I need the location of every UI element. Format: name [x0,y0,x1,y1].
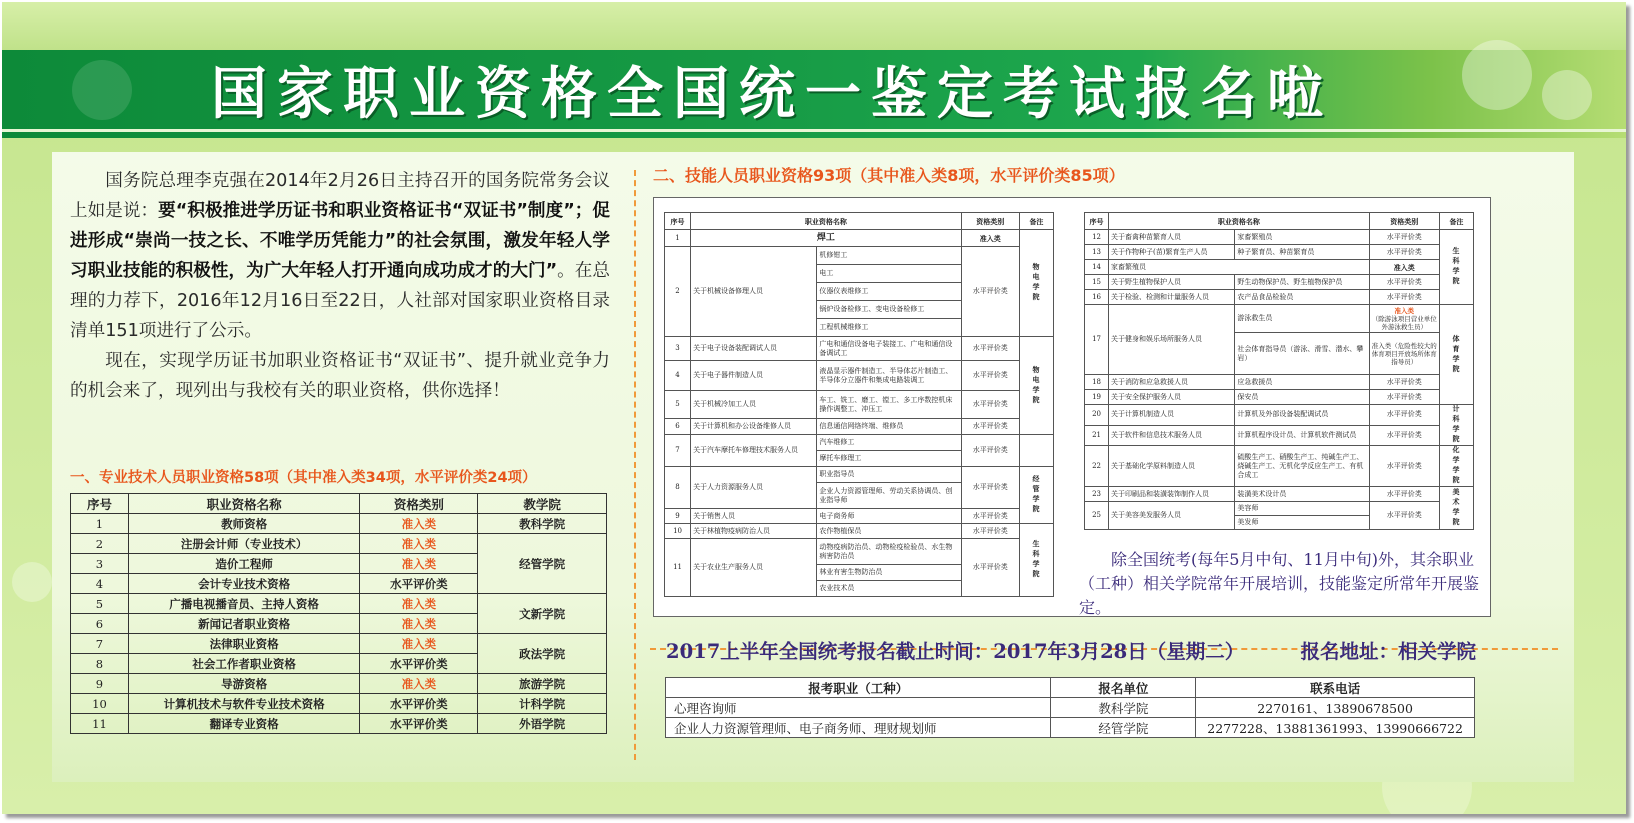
table-row: 工程机械维修工 [665,319,1054,337]
intro-text [70,166,610,406]
table-row: 25 关于美容美发服务人员 美容师 水平评价类 [1085,502,1474,516]
table-row: 农业技术员 [665,581,1054,597]
table-row: 19 关于安全保护服务人员 保安员 水平评价类 [1085,390,1474,405]
table-row: 20 关于计算机制造人员 计算机及外部设备装配调试员 水平评价类 计科学院 [1085,405,1474,426]
title-banner [2,50,1626,138]
section2-title: 二、技能人员职业资格93项（其中准入类8项，水平评价类85项） [653,166,1125,185]
table-row: 7 关于汽车摩托车修理技术服务人员 汽车维修工 水平评价类 [665,435,1054,451]
table-row: 4 会计专业技术资格 水平评价类 [71,574,607,594]
table-row: 10 关于林植物疫病防治人员 农作物植保员 水平评价类 生科学院 [665,524,1054,539]
table-row: 美发师 [1085,516,1474,530]
table-row: 1 教师资格 准入类 教科学院 [71,514,607,534]
vertical-divider [634,170,636,760]
table-row: 2 关于机械设备修理人员 机修钳工 水平评价类 [665,247,1054,265]
table-row: 15 关于野生植物保护人员 野生动物保护员、野生植物保护员 水平评价类 [1085,275,1474,290]
table-row: 2 注册会计师（专业技术） 准入类 经管学院 [71,534,607,554]
table-row: 8 关于人力资源服务人员 职业指导员 水平评价类 经管学院 [665,467,1054,483]
table-row: 林业有害生物防治员 [665,565,1054,581]
table-header-row: 序号 职业资格名称 资格类别 备注 [665,213,1054,230]
table-row: 6 新闻记者职业资格 准入类 [71,614,607,634]
table-row: 14 家畜繁殖员 准入类 [1085,260,1474,275]
table-row: 16 关于检验、检测和计量服务人员 农产品食品检验员 水平评价类 [1085,290,1474,305]
intro-paragraph-2: 现在，实现学历证书加职业资格证书“双证书”、提升就业竞争力的机会来了，现列出与我校有关的职业资格，供你选择！ [70,351,610,401]
top-strip [2,2,1626,50]
table-row: 12 关于畜禽种苗繁育人员 家畜繁殖员 水平评价类 生科学院 [1085,230,1474,245]
registration-address: 报名地址：相关学院 [1300,640,1476,663]
table-row: 10 计算机技术与软件专业技术资格 水平评价类 计科学院 [71,694,607,714]
table-row: 企业人力资源管理师、劳动关系协调员、创业指导师 [665,483,1054,509]
professional-qualification-table [70,493,607,734]
table-row: 7 法律职业资格 准入类 政法学院 [71,634,607,654]
table-row: 仪器仪表维修工 [665,283,1054,301]
table-row: 11 关于农业生产服务人员 动物疫病防治员、动物检疫检验员、水生物病害防治员 水平评价类 [665,539,1054,565]
table-row: 5 广播电视播音员、主持人资格 准入类 文新学院 [71,594,607,614]
skill-table-left [664,212,1054,597]
table-row: 摩托车修理工 [665,451,1054,467]
registration-deadline [666,636,1476,664]
table-row: 11 翻译专业资格 水平评价类 外语学院 [71,714,607,734]
skill-table-right [1084,212,1474,530]
intro-paragraph-1: 国务院总理李克强在2014年2月26日主持召开的国务院常务会议上如是说：要“积极推进学历证书和职业资格证书“双证书”制度”；促进形成“崇尚一技之长、不唯学历凭能力”的社会氛围，激发年轻人学习职业技能的积极性，为广大年轻人打开通向成功成才的大门”。在总理的力荐下，2016年12月16日至22日，人社部对国家职业资格目录清单151项进行了公示。 [70,171,610,341]
contact-table [665,677,1475,738]
table-row: 企业人力资源管理师、电子商务师、理财规划师 经管学院 2277228、13881361993、13990666722 [666,718,1475,738]
section1-title: 一、专业技术人员职业资格58项（其中准入类34项，水平评价类24项） [70,470,537,486]
table-row: 锅炉设备检修工、变电设备检修工 [665,301,1054,319]
table-row: 4 关于电子器件制造人员 液晶显示器件制造工、半导体芯片制造工、半导体分立器件和集成电路装调工 水平评价类 [665,361,1054,391]
table-row: 21 关于软件和信息技术服务人员 计算机程序设计员、计算机软件测试员 水平评价类 [1085,425,1474,446]
table-row: 17 关于健身和娱乐场所服务人员 游泳救生员 准入类 （除游泳项目营业单位外游泳救生员） 体育学院 [1085,305,1474,333]
table-row: 13 关于作物种子(苗)繁育生产人员 种子繁育员、种苗繁育员 水平评价类 [1085,245,1474,260]
table-row: 电工 [665,265,1054,283]
table-header-row: 报考职业（工种） 报名单位 联系电话 [666,678,1475,698]
table-row: 9 关于销售人员 电子商务师 水平评价类 [665,509,1054,524]
table-header-row: 序号 职业资格名称 资格类别 教学院 [71,494,607,514]
banner-title: 国家职业资格全国统一鉴定考试报名啦 [211,61,1333,127]
table-row: 3 关于电子设备装配调试人员 广电和通信设备电子装接工、广电和通信设备调试工 水平评价类 物电学院 [665,337,1054,361]
table-row: 3 造价工程师 准入类 [71,554,607,574]
table-header-row: 序号 职业资格名称 资格类别 备注 [1085,213,1474,230]
table-row: 18 关于消防和应急救援人员 应急救援员 水平评价类 [1085,375,1474,390]
table-row: 1 焊工 准入类 物电学院 [665,230,1054,247]
table-row: 6 关于计算机和办公设备维修人员 信息通信网络终端、维修员 水平评价类 [665,419,1054,435]
training-note: 除全国统考(每年5月中旬、11月中旬)外，其余职业（工种）相关学院常年开展培训，技能鉴定所常年开展鉴定。 [1079,550,1480,617]
table-row: 9 导游资格 准入类 旅游学院 [71,674,607,694]
table-row: 5 关于机械冷加工人员 车工、铣工、磨工、镗工、多工序数控机床操作调整工、冲压工 水平评价类 [665,391,1054,419]
table-row: 22 关于基础化学原料制造人员 硫酸生产工、硝酸生产工、纯碱生产工、烧碱生产工、无机化学反应生产工、有机合成工 水平评价类 化学学院 [1085,446,1474,487]
table-row: 社会体育指导员（游泳、滑雪、潜水、攀岩） 准入类（危险性较大的体育项目开放场所体育指导员） [1085,333,1474,375]
table-row: 23 关于印刷品和装潢装饰制作人员 装潢美术设计员 水平评价类 美术学院 [1085,487,1474,502]
table-row: 8 社会工作者职业资格 水平评价类 [71,654,607,674]
table-row: 心理咨询师 教科学院 2270161、13890678500 [666,698,1475,718]
deadline-text: 2017上半年全国统考报名截止时间：2017年3月28日（星期二） [666,640,1245,663]
